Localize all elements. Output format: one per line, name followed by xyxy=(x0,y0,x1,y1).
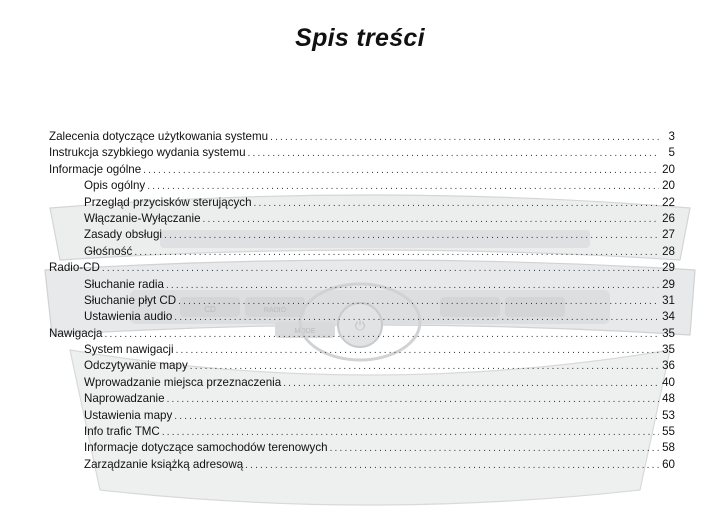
toc-entry-label: Ustawienia audio xyxy=(84,310,173,324)
toc-entry-page: 34 xyxy=(662,310,675,324)
toc-entry-label: Info trafic TMC xyxy=(84,425,160,439)
toc-entry[interactable] xyxy=(49,211,675,227)
dot-leader xyxy=(164,228,659,244)
toc-entry-page: 36 xyxy=(662,359,675,373)
toc-entry[interactable] xyxy=(49,162,675,178)
toc-entry-label: Głośność xyxy=(84,244,133,258)
dot-leader xyxy=(283,376,659,392)
toc-entry-page: 55 xyxy=(662,425,675,439)
toc-entry-label: Nawigacja xyxy=(49,326,103,340)
toc-entry[interactable] xyxy=(49,293,675,309)
dot-leader xyxy=(134,245,659,261)
toc-entry[interactable] xyxy=(49,129,675,145)
toc-entry-page: 26 xyxy=(662,211,675,225)
toc-entry-label: Przegląd przycisków sterujących xyxy=(84,195,252,209)
radio-button-label: RADIO xyxy=(263,307,287,314)
dot-leader xyxy=(270,130,659,146)
toc-entry[interactable] xyxy=(49,309,675,325)
toc-entry-page: 29 xyxy=(662,261,675,275)
toc-entry-label: Słuchanie radia xyxy=(84,277,164,291)
cd-button-label: CD xyxy=(204,305,216,314)
dot-leader xyxy=(248,146,659,162)
toc-entry-page: 29 xyxy=(662,277,675,291)
dot-leader xyxy=(330,441,659,457)
toc-entry-page: 28 xyxy=(662,244,675,258)
toc-entry-page: 53 xyxy=(662,408,675,422)
dot-leader xyxy=(203,212,659,228)
dot-leader xyxy=(190,359,659,375)
toc-entry-page: 35 xyxy=(662,343,675,357)
toc-entry[interactable] xyxy=(49,375,675,391)
toc-entry-page: 58 xyxy=(662,441,675,455)
dot-leader xyxy=(174,409,659,425)
dot-leader xyxy=(143,163,659,179)
dot-leader xyxy=(174,310,659,326)
dot-leader xyxy=(245,458,659,474)
toc-entry[interactable] xyxy=(49,178,675,194)
toc-entry[interactable] xyxy=(49,244,675,260)
toc-entry[interactable] xyxy=(49,358,675,374)
toc-entry[interactable] xyxy=(49,391,675,407)
dot-leader xyxy=(102,261,659,277)
toc-entry-label: Zarządzanie książką adresową xyxy=(84,457,244,471)
toc-entry[interactable] xyxy=(49,424,675,440)
toc-entry-page: 40 xyxy=(662,375,675,389)
toc-entry[interactable] xyxy=(49,260,675,276)
toc-entry[interactable] xyxy=(49,326,675,342)
toc-entry-label: Odczytywanie mapy xyxy=(84,359,188,373)
toc-entry[interactable] xyxy=(49,408,675,424)
toc-entry-label: System nawigacji xyxy=(84,343,174,357)
toc-entry-label: Naprowadzanie xyxy=(84,392,165,406)
dot-leader xyxy=(167,392,659,408)
toc-entry-page: 20 xyxy=(662,179,675,193)
toc-entry-label: Ustawienia mapy xyxy=(84,408,173,422)
toc-entry[interactable] xyxy=(49,277,675,293)
toc-entry-label: Zalecenia dotyczące użytkowania systemu xyxy=(49,130,269,143)
toc-entry-label: Słuchanie płyt CD xyxy=(84,293,177,307)
dot-leader xyxy=(147,179,659,195)
dot-leader xyxy=(178,294,659,310)
toc-entry-label: Wprowadzanie miejsca przeznaczenia xyxy=(84,375,282,389)
dot-leader xyxy=(254,196,659,212)
dot-leader xyxy=(176,343,659,359)
toc-entry[interactable] xyxy=(49,227,675,243)
power-icon: ⏻ xyxy=(354,319,366,334)
toc-entry[interactable] xyxy=(49,342,675,358)
page-title: Spis treści xyxy=(295,24,425,52)
toc-entry-page: 20 xyxy=(662,162,675,176)
toc-entry[interactable] xyxy=(49,195,675,211)
toc-entry-page: 5 xyxy=(668,146,675,160)
toc-entry-label: Zasady obsługi xyxy=(84,228,162,242)
toc-entry-page: 27 xyxy=(662,228,675,242)
toc-entry-page: 60 xyxy=(662,457,675,471)
dot-leader xyxy=(162,425,659,441)
toc-entry[interactable] xyxy=(49,457,675,473)
mode-button-label: MODE xyxy=(294,328,316,335)
toc-entry[interactable] xyxy=(49,145,675,161)
toc-entry-label: Opis ogólny xyxy=(84,179,146,193)
toc-entry-page: 22 xyxy=(662,195,675,209)
toc-entry[interactable] xyxy=(49,440,675,456)
toc-entry-label: Informacje ogólne xyxy=(49,162,142,176)
dot-leader xyxy=(105,327,660,343)
toc-entry-page: 48 xyxy=(662,392,675,406)
toc-entry-label: Informacje dotyczące samochodów terenowych xyxy=(84,441,328,455)
dot-leader xyxy=(166,278,659,294)
toc-entry-label: Radio-CD xyxy=(49,261,100,275)
toc-entry-page: 31 xyxy=(662,293,675,307)
toc-entry-page: 35 xyxy=(662,326,675,340)
table-of-contents xyxy=(49,129,675,473)
toc-entry-label: Instrukcja szybkiego wydania systemu xyxy=(49,146,246,160)
toc-entry-page: 3 xyxy=(668,130,675,143)
toc-entry-label: Włączanie-Wyłączanie xyxy=(84,211,201,225)
